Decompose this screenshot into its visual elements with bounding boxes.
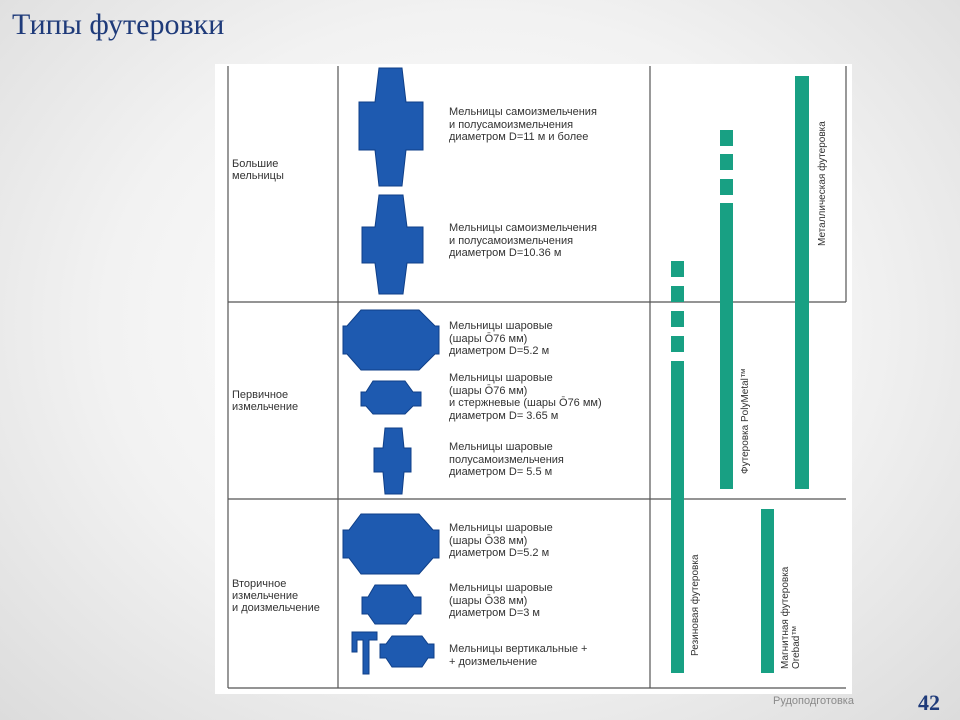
- mill-text-line: и полусамоизмельчения: [449, 234, 574, 247]
- mill-text-line: диаметром D=11 м и более: [449, 131, 589, 143]
- mill-shapes: [343, 68, 439, 674]
- page-number: 42: [918, 690, 940, 715]
- row-label-primary: [232, 389, 298, 413]
- mill-text-line: Мельницы шаровые: [449, 522, 553, 534]
- mill-shape-8-tank: [380, 636, 434, 667]
- mill-text-line: и стержневые (шары Ō76 мм): [449, 397, 602, 409]
- mill-description: [449, 372, 602, 422]
- liner-label-polymetal: [740, 368, 751, 474]
- row-label-line: измельчение: [232, 590, 299, 602]
- bar-polymetal: [720, 203, 733, 489]
- mill-text-line: + доизмельчение: [449, 655, 538, 668]
- mill-description: [449, 643, 587, 668]
- liner-label-line: Металлическая футеровка: [817, 121, 828, 246]
- mill-shape-8-vertical: [352, 632, 377, 674]
- mill-text-line: Мельницы шаровые: [449, 441, 553, 453]
- mill-text-line: Мельницы самоизмельчения: [449, 222, 597, 234]
- row-label-large-mills: [232, 158, 284, 182]
- mill-text-line: Мельницы шаровые: [449, 320, 553, 332]
- row-label-line: измельчение: [232, 401, 299, 413]
- mill-text-line: диаметром D=3 м: [449, 607, 540, 619]
- row-label-line: Вторичное: [232, 578, 287, 590]
- bar-rubber-dash-4: [671, 336, 684, 352]
- mill-text-line: Мельницы шаровые: [449, 372, 553, 384]
- mill-shape-2: [362, 195, 423, 294]
- liner-label-rubber: [690, 554, 701, 656]
- bar-polymetal-dash-3: [720, 179, 733, 195]
- bar-metal: [795, 76, 809, 489]
- row-label-line: мельницы: [232, 170, 284, 182]
- bar-rubber-dash-1: [671, 261, 684, 277]
- mill-shape-4: [361, 381, 421, 414]
- mill-text-line: Мельницы шаровые: [449, 582, 553, 594]
- liner-label-line: Магнитная футеровка: [780, 566, 791, 669]
- liner-label-magnetic: [780, 567, 802, 669]
- row-label-secondary: [232, 578, 320, 614]
- mill-text-line: и полусамоизмельчения: [449, 118, 574, 131]
- liner-types-figure: [215, 64, 852, 694]
- bar-polymetal-dash-2: [720, 154, 733, 170]
- row-label-line: Первичное: [232, 389, 289, 401]
- liner-label-line: Резиновая футеровка: [690, 554, 701, 656]
- mill-shape-3: [343, 310, 439, 370]
- row-label-line: и доизмельчение: [232, 602, 320, 614]
- mill-text-line: диаметром D= 5.5 м: [449, 466, 553, 478]
- mill-description: [449, 441, 564, 479]
- mill-text-line: диаметром D=5.2 м: [449, 345, 550, 357]
- mill-description: [449, 582, 553, 620]
- liner-label-line: Orebad™: [791, 625, 802, 669]
- bar-magnetic: [761, 509, 774, 673]
- mill-text-line: Мельницы вертикальные +: [449, 643, 588, 655]
- mill-shape-7: [362, 585, 421, 624]
- slide-title: Типы футеровки: [12, 8, 225, 41]
- bar-rubber-dash-3: [671, 311, 684, 327]
- bar-rubber: [671, 361, 684, 673]
- mill-text-line: полусамоизмельчения: [449, 453, 564, 466]
- mill-text-line: диаметром D=10.36 м: [449, 247, 562, 259]
- mill-description: [449, 320, 553, 358]
- mill-description: [449, 106, 597, 144]
- mill-shape-5: [374, 428, 411, 494]
- mill-shape-6: [343, 514, 439, 574]
- bar-rubber-dash-2: [671, 286, 684, 302]
- mill-text-line: (шары Ō38 мм): [449, 534, 528, 547]
- mill-text-line: диаметром D= 3.65 м: [449, 409, 559, 422]
- footer-text: Рудоподготовка: [773, 695, 854, 707]
- row-label-line: Большие: [232, 158, 279, 170]
- mill-description: [449, 222, 597, 260]
- bar-polymetal-dash-1: [720, 130, 733, 146]
- liner-label-line: Футеровка PolyMetal™: [740, 368, 751, 474]
- mill-text-line: Мельницы самоизмельчения: [449, 106, 597, 118]
- liner-label-metal: [817, 121, 828, 246]
- mill-text-line: (шары Ō38 мм): [449, 594, 528, 607]
- mill-text-line: (шары Ō76 мм): [449, 332, 528, 345]
- mill-text-line: диаметром D=5.2 м: [449, 547, 550, 559]
- mill-text-line: (шары Ō76 мм): [449, 384, 528, 397]
- mill-description: [449, 522, 553, 560]
- mill-shape-1: [359, 68, 423, 186]
